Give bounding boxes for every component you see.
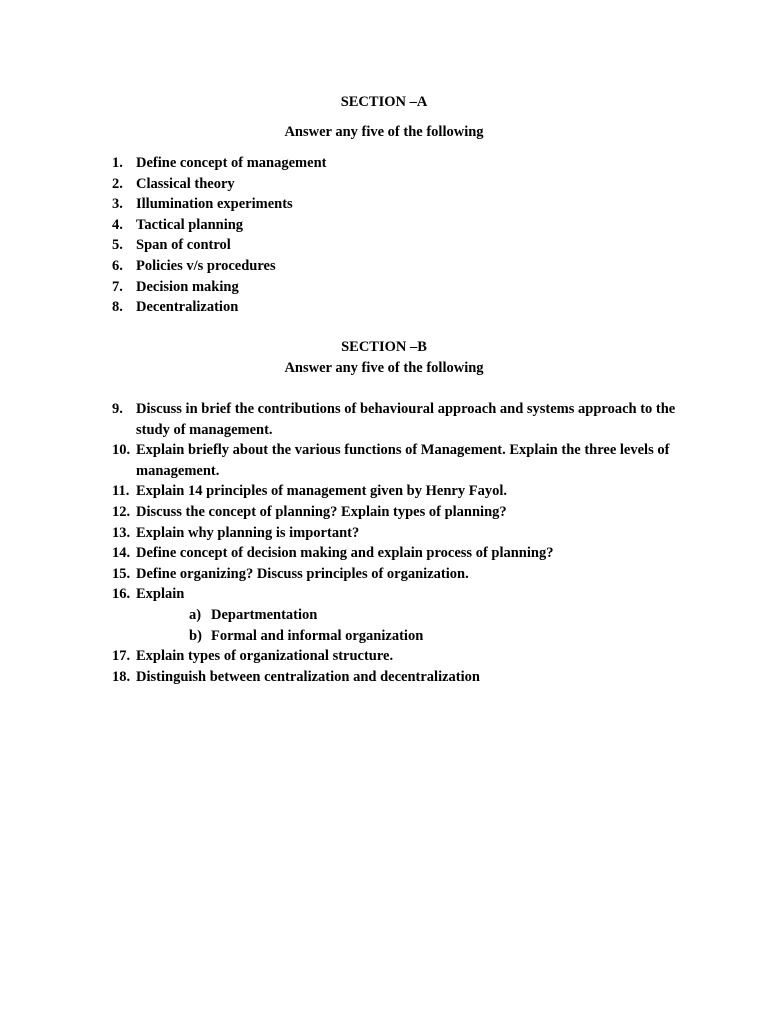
- question-text: Explain: [136, 586, 185, 603]
- question-number: 18.: [112, 668, 131, 685]
- question-text: Define concept of decision making and explain process of planning?: [136, 545, 554, 562]
- question-item: [112, 543, 692, 564]
- section-a-question-list: [112, 153, 692, 318]
- question-item: [112, 584, 692, 646]
- question-item: [112, 564, 692, 585]
- question-number: 12.: [112, 503, 131, 520]
- section-b-title: SECTION –B: [341, 339, 427, 355]
- question-item: [112, 399, 692, 440]
- question-item: [112, 523, 692, 544]
- question-item: [112, 153, 692, 174]
- question-text: Span of control: [136, 237, 231, 254]
- question-text: Explain 14 principles of management given by Henry Fayol.: [136, 483, 507, 500]
- question-number: 6.: [112, 257, 123, 274]
- section-a-title: SECTION –A: [340, 94, 428, 110]
- question-number: 9.: [112, 401, 123, 417]
- question-text: Define organizing? Discuss principles of organization.: [136, 565, 469, 582]
- question-item: [112, 502, 692, 523]
- question-text: Discuss the concept of planning? Explain types of planning?: [136, 503, 507, 520]
- question-number: 2.: [112, 175, 123, 192]
- question-text: Classical theory: [136, 175, 235, 192]
- question-number: 4.: [112, 216, 123, 233]
- question-item: [112, 667, 692, 688]
- question-text: Distinguish between centralization and decentralization: [136, 668, 480, 685]
- question-text: Illumination experiments: [136, 196, 293, 213]
- question-text: Define concept of management: [136, 155, 327, 171]
- question-number: 3.: [112, 196, 123, 213]
- question-number: 16.: [112, 586, 131, 603]
- sub-question-letter: a): [189, 606, 202, 623]
- question-item: [112, 277, 692, 298]
- question-text: Explain types of organizational structure.: [136, 648, 394, 665]
- section-b-instruction: Answer any five of the following: [284, 360, 484, 376]
- question-16-sublist: [189, 605, 745, 646]
- question-item: [112, 256, 692, 277]
- question-item: [112, 215, 692, 236]
- question-item: [112, 194, 692, 215]
- question-text: Explain why planning is important?: [136, 524, 360, 541]
- question-item: [112, 235, 692, 256]
- question-text: Decentralization: [136, 299, 239, 316]
- sub-question-letter: b): [189, 627, 202, 644]
- question-number: 5.: [112, 237, 123, 254]
- sub-question-text: Formal and informal organization: [211, 627, 424, 644]
- question-number: 15.: [112, 565, 131, 582]
- question-text: Explain briefly about the various functions of Management. Explain the three levels of management.: [136, 442, 670, 479]
- question-text: Policies v/s procedures: [136, 257, 276, 274]
- question-number: 8.: [112, 299, 123, 316]
- section-a-instruction: Answer any five of the following: [284, 124, 484, 140]
- question-text: Tactical planning: [136, 216, 244, 233]
- question-item: [112, 646, 692, 667]
- question-number: 17.: [112, 648, 131, 665]
- question-number: 7.: [112, 278, 123, 295]
- question-number: 14.: [112, 545, 131, 562]
- question-number: 11.: [112, 483, 130, 500]
- question-item: [112, 440, 692, 481]
- question-item: [112, 481, 692, 502]
- sub-question-item: [189, 626, 745, 647]
- sub-question-text: Departmentation: [211, 606, 318, 623]
- question-text: Discuss in brief the contributions of behavioural approach and systems approach to the study of management.: [136, 401, 676, 438]
- question-number: 10.: [112, 442, 131, 459]
- question-number: 1.: [112, 155, 123, 171]
- sub-question-item: [189, 605, 745, 626]
- question-text: Decision making: [136, 278, 239, 295]
- question-item: [112, 174, 692, 195]
- section-b-question-list: [112, 399, 692, 687]
- question-item: [112, 297, 692, 318]
- question-number: 13.: [112, 524, 131, 541]
